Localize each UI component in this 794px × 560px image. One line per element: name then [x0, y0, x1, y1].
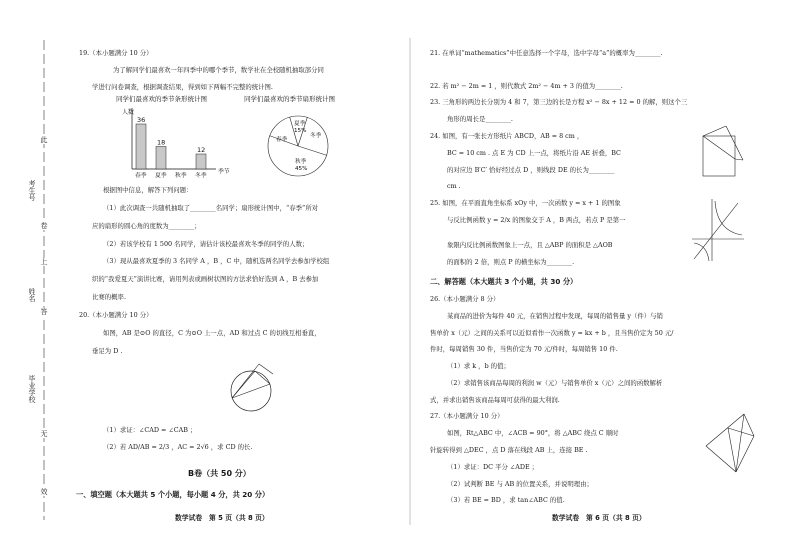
q27-text: 针旋转得到 △DEC ，点 D 落在线段 AB 上，连接 BE . [430, 446, 588, 454]
binding-label-school: 毕业学校 [28, 375, 36, 403]
q19-sub3: （3）现从最喜欢夏季的 3 名同学 A ，B ，C 中，随机选两名同学去参加学校组 [103, 257, 330, 265]
bar-chart [110, 93, 260, 181]
q26-sub1: （1）求 k ，b 的值； [447, 362, 510, 370]
q26-sub2: 式，并求出销售该商品每周可获得的最大利润. [430, 396, 560, 404]
q19-text: 为了解同学们最喜欢一年四季中的哪个季节，数学社在全校随机抽取部分同 [113, 66, 324, 74]
q22: 22. 若 m² − 2m = 1 ，则代数式 2m² − 4m + 3 的值为________. [430, 82, 623, 90]
q19-text: 学进行问卷调查，根据调查结果，得到如下两幅不完整的统计图. [92, 83, 273, 91]
pie-slice-label: 夏季 [294, 121, 306, 127]
bar-chart-title: 同学们最喜欢的季节条形统计图 [116, 95, 207, 103]
q27-title: 27.（本小题满分 10 分） [430, 412, 504, 420]
q19-sub1: （1）此次调查一共随机抽取了________名同学；扇形统计图中，“春季”所对 [103, 204, 319, 212]
bar-chart-xlabel: 季节 [218, 169, 230, 175]
binding-label-name: 姓名 [28, 288, 36, 302]
q19-title: 19.（本小题满分 10 分） [79, 49, 153, 57]
bar-chart-ylabel: 人数 [122, 109, 135, 116]
binding-mark: 卷 [40, 222, 48, 230]
q19-sub2: （2）若该学校有 1 500 名同学，请估计该校最喜欢冬季的同学的人数； [103, 240, 309, 248]
q24: 24. 如图，有一张长方形纸片 ABCD，AB = 8 cm ， [430, 132, 584, 140]
pie-chart [240, 93, 370, 181]
bar [196, 154, 206, 169]
q19-sub1: 应的扇形的圆心角的度数为________； [92, 222, 201, 230]
q23: 23. 三角形的两边长分别为 4 和 7，第三边的长是方程 x² − 8x + 12 = 0 的解，则这个三 [430, 98, 688, 106]
binding-label-exam-number: 考生号 [28, 180, 36, 201]
q21: 21. 在单词“mathematics”中任意选择一个字母，选中字母“a”的概率为________. [430, 49, 663, 57]
q25: 与反比例函数 y = 2/x 的图象交于 A ，B 两点，若点 P 是第一 [447, 216, 626, 224]
q20-title: 20.（本小题满分 10 分） [79, 311, 153, 319]
pie-chart-title: 同学们最喜欢的季节扇形统计图 [244, 95, 335, 103]
bar-tick-label: 春季 [135, 173, 147, 179]
binding-mark: 效 [40, 488, 48, 496]
page-footer-left: 数学试卷 第 5 页（共 8 页） [175, 514, 269, 522]
q27-sub2: （2）试判断 BE 与 AB 的位置关系，并说明理由； [447, 480, 593, 488]
q26-text: 件时，每周销售 30 件，当售价定为 70 元/件时，每周销售 10 件. [430, 345, 618, 353]
q24: cm . [447, 182, 461, 190]
binding-mark: 无 [40, 430, 48, 438]
q25: 25. 如图，在平面直角坐标系 xOy 中，一次函数 y = x + 1 的图象 [430, 199, 621, 207]
q27-triangle-figure [700, 410, 760, 480]
q26-text: 售单价 x（元）之间的关系可以近似看作一次函数 y = kx + b ，且当售价定为 50 元/ [430, 329, 674, 337]
bar-tick-label: 夏季 [155, 173, 167, 179]
binding-mark: 答 [40, 308, 48, 316]
q27-sub3: （3）若 BE = BD ，求 tan∠ABC 的值. [447, 496, 565, 504]
pie-slice-label: 秋季 [295, 159, 307, 165]
volume-b-heading: B卷（共 50 分） [188, 469, 251, 478]
pie-slice-label: 春季 [276, 137, 288, 143]
bar-data-label: 18 [157, 138, 166, 147]
q27-sub1: （1）求证：DC 平分 ∠ADE ； [447, 463, 539, 471]
q25-coordinate-figure [688, 195, 746, 265]
q20-text: 如图，AB 是⊙O 的直径，C 为⊙O 上一点，AD 和过点 C 的切线互相垂直， [103, 329, 321, 337]
bar-tick-label: 冬季 [195, 173, 207, 179]
q24: BC = 10 cm . 点 E 为 CD 上一点，将纸片沿 AE 折叠，BC [447, 149, 621, 157]
q19-sub3: 比赛的概率. [92, 293, 126, 301]
pie-slice-percent: 15% [294, 128, 307, 134]
q23: 角形的周长是________. [447, 115, 513, 123]
q26-sub2: （2）求销售该商品每周的利润 w（元）与销售单价 x（元）之间的函数解析 [447, 379, 663, 387]
section-fill-in-heading: 一、填空题（本大题共 5 个小题，每小题 4 分，共 20 分） [76, 490, 270, 499]
bar [156, 147, 166, 170]
q19-intro: 根据图中信息，解答下列问题： [103, 186, 193, 194]
binding-mark: 上 [40, 258, 48, 266]
bar-tick-label: 秋季 [175, 173, 187, 179]
binding-mark: 此 [40, 136, 48, 144]
q27-text: 如图，Rt△ABC 中，∠ACB = 90°，将 △ABC 绕点 C 顺时 [447, 429, 619, 437]
page-footer-right: 数学试卷 第 6 页（共 8 页） [552, 514, 646, 522]
pie-slice-percent: 45% [295, 166, 308, 172]
bar-data-label: 36 [137, 116, 146, 124]
q25: 象限内反比例函数图象上一点，且 △ABP 的面积是 △AOB [447, 241, 613, 249]
q26-text: 某商品的进价为每件 40 元，在销售过程中发现，每周的销售量 y（件）与销 [447, 312, 663, 320]
q20-text: 垂足为 D . [92, 347, 123, 355]
q20-sub2: （2）若 AD/AB = 2/3 ，AC = 2√6 ，求 CD 的长. [103, 443, 253, 451]
bar [136, 124, 146, 169]
section-solve-heading: 二、解答题（本大题共 3 个小题，共 30 分） [430, 277, 578, 286]
bar-data-label: 12 [197, 146, 206, 154]
q20-circle-figure [215, 358, 285, 423]
q26-title: 26.（本小题满分 8 分） [430, 295, 500, 303]
q24-rectangle-figure [693, 122, 748, 182]
q19-sub3: 织的“我爱夏天”演讲比赛，请用列表或画树状图的方法求恰好选到 A ，B 去参加 [92, 275, 319, 283]
q24: 的对应边 B′C′ 恰好经过点 D ，则线段 DE 的长为________ [447, 166, 615, 174]
q20-sub1: （1）求证：∠CAD = ∠CAB ； [103, 426, 197, 434]
q25: 的面积的 2 倍，则点 P 的横坐标为________. [447, 258, 575, 266]
pie-slice-label: 冬季 [310, 133, 322, 139]
